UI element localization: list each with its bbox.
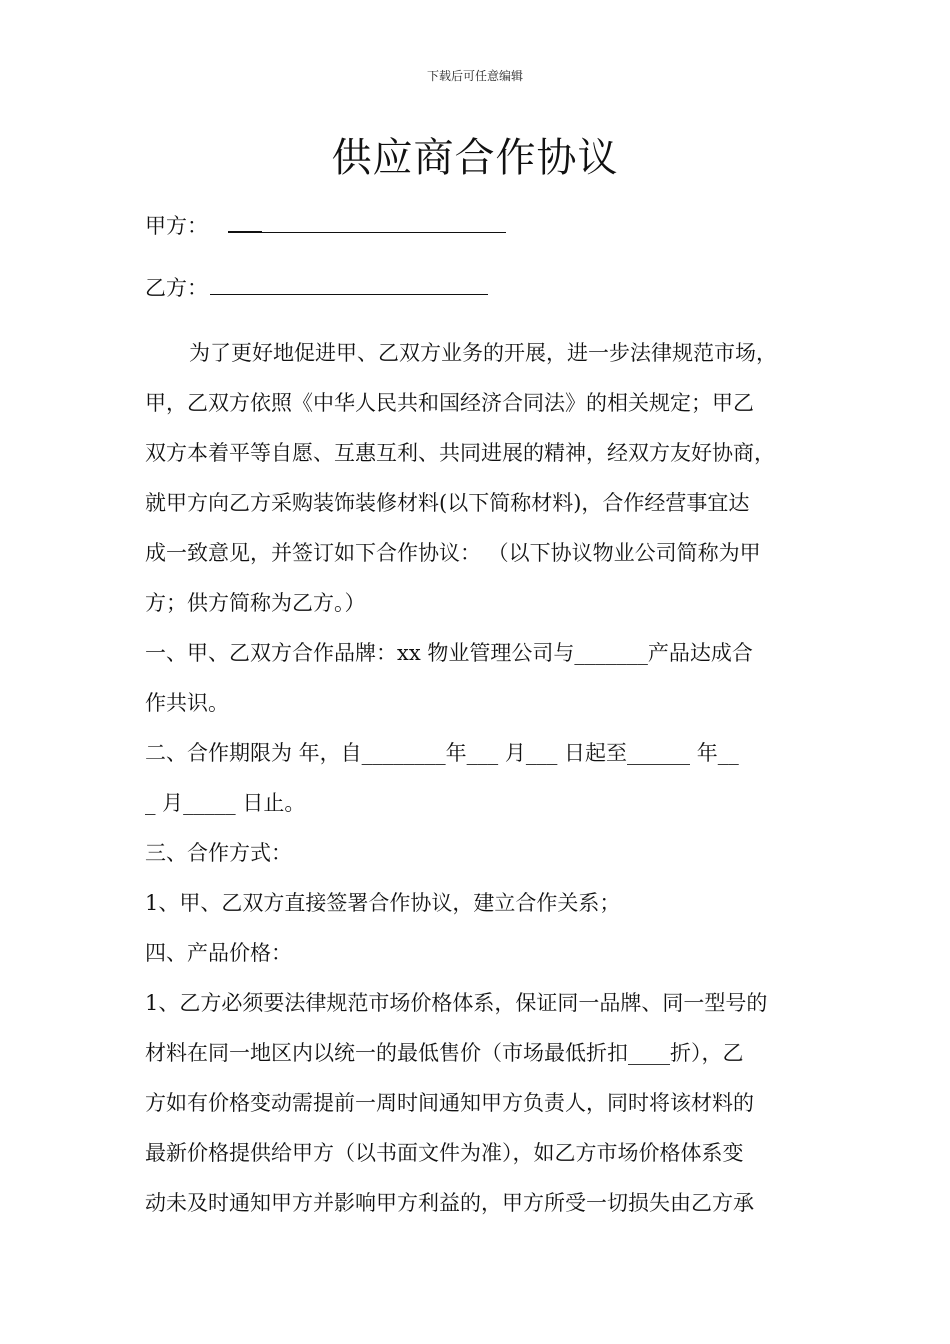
party-a-label: 甲方： [145, 214, 208, 238]
party-a-blank-bold [228, 216, 262, 233]
agreement-body [145, 331, 825, 1231]
body-line: 最新价格提供给甲方（以书面文件为准），如乙方市场价格体系变 [145, 1141, 744, 1165]
body-line: 双方本着平等自愿、互惠互利、共同进展的精神，经双方友好协商， [145, 441, 775, 465]
party-b-label: 乙方： [145, 276, 208, 300]
party-a-blank [262, 218, 506, 233]
party-b-line [145, 273, 488, 303]
header-note: 下载后可任意编辑 [426, 69, 523, 83]
body-line: 方；供方简称为乙方。） [145, 591, 366, 615]
body-line: _ 月_____ 日止。 [145, 791, 306, 815]
body-line: 甲，乙双方依照《中华人民共和国经济合同法》的相关规定；甲乙 [145, 391, 754, 415]
body-line: 为了更好地促进甲、乙双方业务的开展，进一步法律规范市场， [189, 341, 777, 365]
document-title: 供应商合作协议 [331, 135, 619, 181]
body-line: 作共识。 [145, 691, 229, 715]
body-line: 1、甲、乙双方直接签署合作协议，建立合作关系； [145, 891, 621, 915]
body-line: 二、合作期限为 年，自________年___ 月___ 日起至______ 年__ [145, 741, 739, 765]
body-line: 就甲方向乙方采购装饰装修材料(以下简称材料)，合作经营事宜达 [145, 491, 750, 515]
body-line: 1、乙方必须要法律规范市场价格体系，保证同一品牌、同一型号的 [145, 991, 768, 1015]
party-b-blank [210, 280, 488, 295]
body-line: 四、产品价格： [145, 941, 292, 965]
body-line: 动未及时通知甲方并影响甲方利益的，甲方所受一切损失由乙方承 [145, 1191, 754, 1215]
body-line: 材料在同一地区内以统一的最低售价（市场最低折扣____折），乙 [145, 1041, 744, 1065]
party-a-line [145, 211, 506, 241]
body-line: 成一致意见，并签订如下合作协议： （以下协议物业公司简称为甲 [145, 541, 761, 565]
body-line: 一、甲、乙双方合作品牌：xx 物业管理公司与_______产品达成合 [145, 641, 753, 665]
body-line: 方如有价格变动需提前一周时间通知甲方负责人，同时将该材料的 [145, 1091, 754, 1115]
body-line: 三、合作方式： [145, 841, 292, 865]
